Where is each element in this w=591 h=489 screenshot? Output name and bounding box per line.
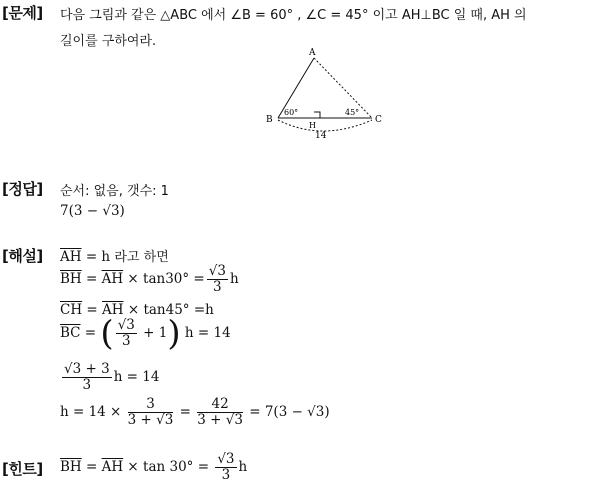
angle-c-label: 45°: [345, 108, 360, 117]
solution-line-6: [60, 397, 330, 428]
fraction-numerator: √3 + 3: [64, 361, 110, 377]
solution-line-5: [60, 362, 159, 393]
problem-line-1: 다음 그림과 같은 △ABC 에서 ∠B = 60° , ∠C = 45° 이고 AH⊥BC 일 때, AH 의: [60, 8, 527, 23]
segment-bh: $\overline{BH}$: [60, 271, 82, 287]
bc-length-label: 14: [315, 131, 327, 141]
fraction-numerator: 42: [197, 397, 243, 413]
fraction-denominator: 3 + √3: [127, 412, 174, 428]
segment-bc: $\overline{BC}$: [60, 325, 81, 341]
fraction-denominator: 3: [82, 377, 92, 393]
fraction-numerator: √3: [217, 451, 235, 467]
eq-text: h = 14: [180, 325, 231, 341]
segment-ah: $\overline{AH}$: [101, 271, 124, 287]
foot-h: H: [309, 121, 316, 130]
problem-line-2: 길이를 구하여라.: [60, 34, 157, 49]
eq-text: h = 14: [113, 369, 160, 385]
eq-text: × tan45° =h: [123, 302, 214, 318]
right-paren: ): [167, 313, 181, 354]
eq-text: h = 14 ×: [60, 404, 126, 420]
left-paren: (: [100, 313, 114, 354]
answer-label: [정답]: [2, 180, 43, 198]
triangle-figure: [262, 44, 390, 142]
fraction-denominator: 3: [221, 467, 231, 483]
fraction: [197, 397, 243, 428]
eq-korean: 라고 하면: [114, 250, 169, 265]
segment-ch: $\overline{CH}$: [60, 302, 83, 318]
eq-text: = h: [81, 249, 115, 265]
fraction-numerator: 3: [128, 397, 174, 413]
fraction-numerator: √3: [208, 263, 226, 279]
fraction: [215, 452, 236, 483]
vertex-a: A: [309, 48, 316, 58]
eq-text: × tan 30° =: [123, 459, 214, 475]
vertex-b: B: [266, 115, 273, 125]
eq-text: =: [82, 302, 103, 318]
segment-ah: $\overline{AH}$: [60, 249, 82, 265]
answer-value: 7(3 − √3): [60, 203, 125, 219]
fraction-numerator: √3: [117, 317, 135, 333]
fraction: [128, 397, 174, 428]
solution-line-2: [60, 264, 239, 295]
eq-text: =: [81, 459, 102, 475]
angle-b-label: 60°: [284, 108, 299, 117]
eq-text: =: [175, 404, 196, 420]
solution-line-1: [60, 246, 169, 265]
solution-line-3: [60, 302, 214, 318]
fraction: [62, 362, 112, 393]
solution-label: [해설]: [2, 247, 43, 265]
eq-text: h: [238, 459, 248, 475]
eq-text: =: [80, 325, 101, 341]
segment-ah: $\overline{AH}$: [101, 459, 124, 475]
hint-label: [힌트]: [2, 460, 43, 478]
vertex-c: C: [375, 115, 382, 125]
segment-bh: $\overline{BH}$: [60, 459, 82, 475]
eq-text: = 7(3 − √3): [244, 404, 330, 420]
solution-line-4: [60, 313, 231, 354]
hint-line: [60, 452, 247, 483]
fraction-denominator: 3 + √3: [197, 412, 243, 428]
fraction: [207, 264, 228, 295]
fraction-denominator: 3: [121, 333, 131, 349]
segment-ah: $\overline{AH}$: [102, 302, 124, 318]
eq-text: h: [229, 271, 239, 287]
eq-text: + 1: [138, 325, 168, 341]
fraction-denominator: 3: [213, 279, 222, 295]
problem-label: [문제]: [2, 4, 43, 22]
fraction: [116, 318, 137, 349]
eq-text: × tan30° =: [123, 271, 205, 287]
answer-line-1: 순서: 없음, 갯수: 1: [60, 184, 169, 199]
eq-text: =: [81, 271, 102, 287]
